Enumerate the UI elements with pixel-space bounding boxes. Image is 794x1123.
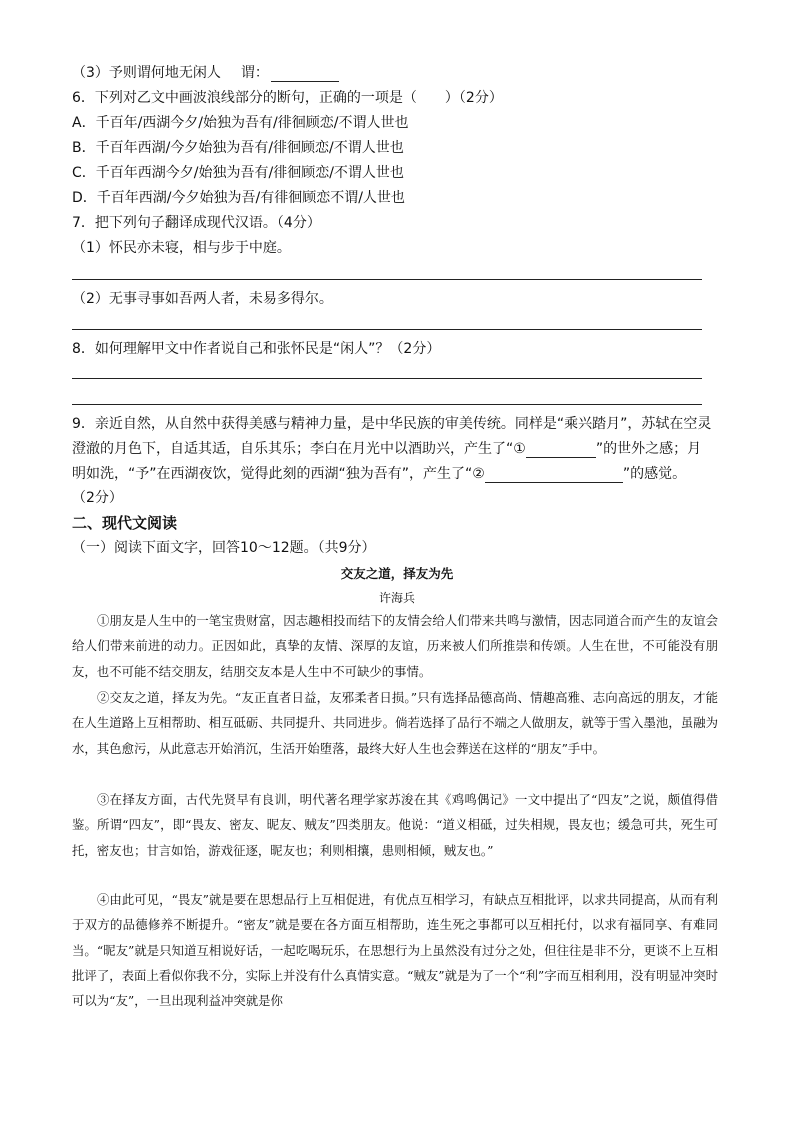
- answer-blank-2[interactable]: [485, 467, 623, 483]
- answer-line[interactable]: [72, 404, 702, 405]
- article-paragraph-2: ②交友之道，择友为先。“友正直者日益，友邪柔者日损。”只有选择品德高尚、情趣高雅、志向高远的朋友，才能在人生道路上互相帮助、相互砥砺、共同提升、共同进步。倘若选择了品行不端之人做朋友，就等于雪入墨池，虽融为水，其色愈污，从此意志开始消沉，生活开始堕落，最终大好人生也会葬送在这样的“朋友”手中。: [72, 690, 718, 756]
- q9-line2-tail: ”的世外之感；月: [595, 441, 702, 457]
- q7-stem: 7．把下列句子翻译成现代汉语。（4分）: [72, 215, 321, 231]
- article-paragraph-4: ④由此可见，“畏友”就是要在思想品行上互相促进，有优点互相学习，有缺点互相批评，以求共同提高，从而有利于双方的品德修养不断提升。“密友”就是要在各方面互相帮助，连生死之事都可以互相托付，以求有福同享、有难同当。“昵友”就是只知道互相说好话，一起吃喝玩乐，在思想行为上虽然没有过分之处，但往往是非不分，更谈不上互相批评了，表面上看似你我不分，实际上并没有什么真情实意。“贼友”就是为了一个“利”字而互相利用，没有明显冲突时可以为“友”，一旦出现利益冲突就是你: [72, 892, 718, 1009]
- q6-option-c[interactable]: C．千百年西湖今夕/始独为吾有/徘徊顾恋/不谓人世也: [72, 165, 404, 181]
- article-paragraph-1: ①朋友是人生中的一笔宝贵财富，因志趣相投而结下的友情会给人们带来共鸣与激情，因志同道合而产生的友谊会给人们带来前进的动力。正因如此，真挚的友情、深厚的友谊，历来被人们所推崇和传颂。人生在世，不可能没有朋友，也不可能不结交朋友，结朋交友本是人生中不可缺少的事情。: [72, 613, 718, 679]
- q9-line3-text: 明如洗，“予”在西湖夜饮，觉得此刻的西湖“独为吾有”，产生了“②: [72, 466, 485, 482]
- q9-line2: [72, 440, 701, 458]
- q9-line2-text: 澄澈的月色下，自适其适，自乐其乐；李白在月光中以酒助兴，产生了“①: [72, 441, 526, 457]
- q8-stem: 8．如何理解甲文中作者说自己和张怀民是“闲人”？（2分）: [72, 341, 441, 357]
- answer-line[interactable]: [72, 378, 702, 379]
- q6-option-d[interactable]: D．千百年西湖/今夕始独为吾/有徘徊顾恋不谓/人世也: [72, 190, 405, 206]
- q9-line1: 9．亲近自然，从自然中获得美感与精神力量，是中华民族的审美传统。同样是“乘兴踏月”，苏轼在空灵: [72, 416, 712, 432]
- q7-item2: （2）无事寻事如吾两人者，未易多得尔。: [72, 291, 333, 307]
- reading-intro: （一）阅读下面文字，回答10～12题。（共9分）: [72, 540, 376, 556]
- q9-line3-tail: ”的感觉。: [622, 466, 687, 482]
- article-title: 交友之道，择友为先: [340, 566, 454, 581]
- article-paragraph-3: ③在择友方面，古代先贤早有良训，明代著名理学家苏浚在其《鸡鸣偶记》一文中提出了“四友”之说，颇值得借鉴。所谓“四友”，即“畏友、密友、昵友、贼友”四类朋友。他说：“道义相砥，过失相规，畏友也；缓急可共，死生可托，密友也；甘言如饴，游戏征逐，昵友也；利则相攘，患则相倾，贼友也。”: [72, 792, 718, 858]
- q6-option-a[interactable]: A．千百年/西湖今夕/始独为吾有/徘徊顾恋/不谓人世也: [72, 115, 409, 131]
- answer-line[interactable]: [72, 329, 702, 330]
- article-author: 许海兵: [378, 591, 415, 605]
- q5-item3-gloss: 谓：: [240, 65, 269, 81]
- q9-score: （2分）: [72, 490, 123, 506]
- answer-blank[interactable]: [271, 66, 339, 82]
- q6-stem: 6．下列对乙文中画波浪线部分的断句，正确的一项是（ ）（2分）: [72, 90, 503, 106]
- q7-item1: （1）怀民亦未寝，相与步于中庭。: [72, 240, 291, 256]
- section-heading: 二、现代文阅读: [72, 514, 178, 532]
- answer-line[interactable]: [72, 279, 702, 280]
- q6-option-b[interactable]: B．千百年西湖/今夕始独为吾有/徘徊顾恋/不谓人世也: [72, 140, 404, 156]
- q5-item3-text: （3）予则谓何地无闲人: [72, 65, 221, 81]
- q5-item3: [72, 64, 339, 82]
- q9-line3: [72, 465, 686, 483]
- answer-blank-1[interactable]: [526, 442, 596, 458]
